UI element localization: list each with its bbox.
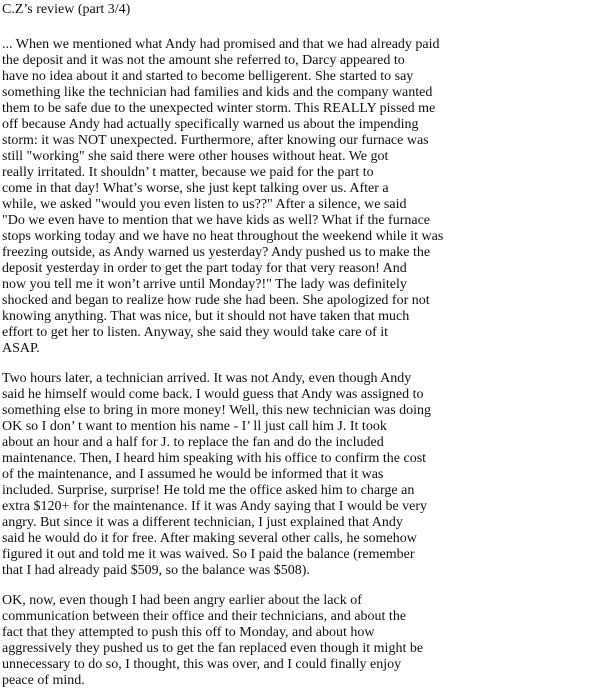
text-line: "Do we even have to mention that we have kids as well? What if the furnace: [2, 213, 431, 228]
text-line: come in that day! What’s worse, she just kept talking over us. After a: [2, 181, 389, 196]
text-line: while, we asked "would you even listen to us??" After a silence, we said: [2, 197, 407, 212]
text-line: now you tell me it won’t arrive until Monday?!" The lady was definitely: [2, 277, 407, 292]
text-line: said he would do it for free. After making several other calls, he somehow: [2, 531, 417, 546]
text-line: have no idea about it and started to become belligerent. She started to say: [2, 69, 414, 84]
text-line: effort to get her to listen. Anyway, she said they would take care of it: [2, 325, 389, 340]
text-line: ASAP.: [2, 341, 40, 356]
text-line: something else to bring in more money! Well, this new technician was doing: [2, 403, 432, 418]
text-line: OK, now, even though I had been angry earlier about the lack of: [2, 593, 362, 608]
text-line: included. Surprise, surprise! He told me the office asked him to charge an: [2, 483, 415, 498]
text-line: Two hours later, a technician arrived. It was not Andy, even though Andy: [2, 371, 412, 386]
text-line: unnecessary to do so, I thought, this was over, and I could finally enjoy: [2, 657, 402, 672]
text-line: ... When we mentioned what Andy had promised and that we had already paid: [2, 37, 440, 52]
text-line: really irritated. It shouldn’ t matter, because we paid for the part to: [2, 165, 374, 180]
review-paragraph-2: [2, 371, 605, 579]
text-line: peace of mind.: [2, 673, 85, 688]
text-line: fact that they attempted to push this off to Monday, and about how: [2, 625, 375, 640]
text-line: extra $120+ for the maintenance. If it was Andy saying that I would be very: [2, 499, 428, 514]
text-line: aggressively they pushed us to get the fan replaced even though it might be: [2, 641, 424, 656]
text-line: that I had already paid $509, so the balance was $508).: [2, 563, 310, 578]
text-line: deposit yesterday in order to get the part today for that very reason! And: [2, 261, 407, 276]
text-line: maintenance. Then, I heard him speaking with his office to confirm the cost: [2, 451, 427, 466]
text-line: OK so I don’ t want to mention his name - I’ ll just call him J. It took: [2, 419, 387, 434]
review-paragraph-1: [2, 37, 605, 357]
review-title: C.Z’s review (part 3/4): [2, 2, 131, 17]
review-document: [2, 0, 605, 692]
text-line: communication between their office and their technicians, and about the: [2, 609, 407, 624]
text-line: angry. But since it was a different technician, I just explained that Andy: [2, 515, 403, 530]
text-line: shocked and began to realize how rude she had been. She apologized for not: [2, 293, 430, 308]
text-line: about an hour and a half for J. to replace the fan and do the included: [2, 435, 384, 450]
text-line: freezing outside, as Andy warned us yesterday? Andy pushed us to make the: [2, 245, 431, 260]
review-paragraph-3: [2, 593, 605, 689]
text-line: knowing anything. That was nice, but it should not have taken that much: [2, 309, 410, 324]
text-line: them to be safe due to the unexpected winter storm. This REALLY pissed me: [2, 101, 436, 116]
text-line: of the maintenance, and I assumed he would be informed that it was: [2, 467, 384, 482]
text-line: said he himself would come back. I would guess that Andy was assigned to: [2, 387, 424, 402]
text-line: the deposit and it was not the amount she referred to, Darcy appeared to: [2, 53, 405, 68]
text-line: off because Andy had actually specifically warned us about the impending: [2, 117, 419, 132]
text-line: figured it out and told me it was waived. So I paid the balance (remember: [2, 547, 415, 562]
text-line: stops working today and we have no heat throughout the weekend while it was: [2, 229, 444, 244]
text-line: still "working" she said there were other houses without heat. We got: [2, 149, 389, 164]
text-line: storm: it was NOT unexpected. Furthermore, after knowing our furnace was: [2, 133, 429, 148]
text-line: something like the technician had families and kids and the company wanted: [2, 85, 433, 100]
